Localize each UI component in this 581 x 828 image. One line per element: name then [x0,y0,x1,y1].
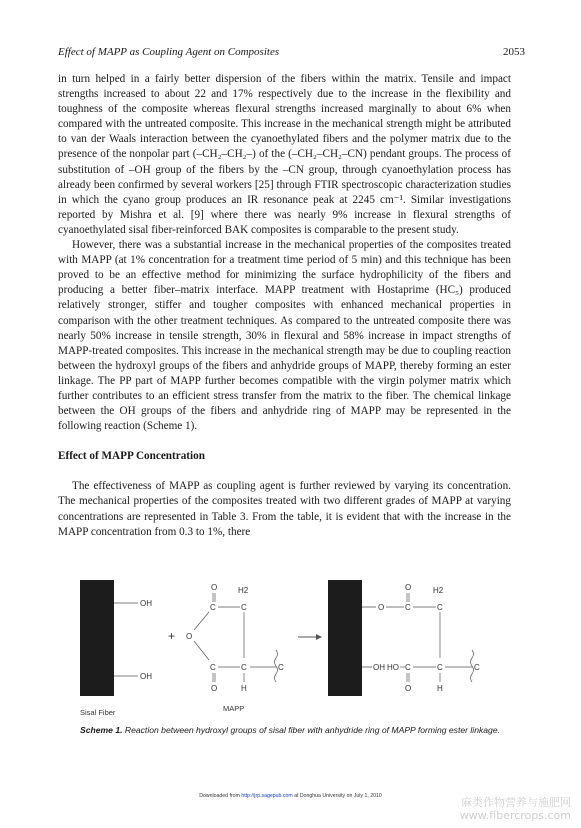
footer-prefix: Downloaded from [199,793,240,799]
plus-sign: + [168,629,176,643]
site-watermark [460,796,571,822]
section-heading: Effect of MAPP Concentration [58,450,205,463]
mapp-label: MAPP [223,704,245,713]
scheme-1-figure [80,578,500,728]
product-c-top-right: C [437,603,443,612]
watermark-line-1: 麻类作物营养与施肥网 [461,796,571,809]
mapp-c-top-left: C [210,603,216,612]
product-h-bottom: H [437,684,443,693]
footer-link[interactable]: http://jrp.sagepub.com [241,793,293,799]
watermark-line-2: www.fibercrops.com [459,809,571,822]
product-c-top-left: C [405,603,411,612]
mapp-c-bottom-right: C [241,663,247,672]
product-o-link: O [378,603,385,612]
product-ho-label: HO [387,663,399,672]
body-text [58,72,511,540]
paragraph-1: in turn helped in a fairly better dispersion of the fibers within the matrix. Tensile and impact strengths increased to about 22 and 17% respectively due to the increase in the flexibility and toughness of the composite whereas flexural strengths increased marginally to about 6% when compared with the untreated composite. This increase in the mechanical strength might be attributed to van der Waals interaction between the cyanoethylated fibers and the polymer matrix due to the presence of the nonpolar part (–CH₂–CH₂–) of the (–CH₂–CH₂–CN) pendant groups. The process of substitution of –OH group of the fibers by the –CN group, through cyanoethylation process has already been confirmed by several workers [25] through FTIR spectroscopic characterization studies in which the cyano group produces an IR resonance peak at 2245 cm⁻¹. Similar investigations reported by Mishra et al. [9] where there was nearly 9% increase in flexural strengths of cyanoethylated sisal fiber-reinforced BAK composites is comparable to the present study. [58,73,511,236]
mapp-h-bottom: H [241,684,247,693]
footer-suffix: at Donghua University on July 1, 2010 [294,793,382,799]
scheme-caption [70,725,510,736]
sisal-fiber-label: Sisal Fiber [80,708,116,717]
sisal-fiber-bar-right [328,580,362,696]
mapp-h2-label: H2 [238,586,249,595]
mapp-o-top: O [211,583,218,592]
page-number: 2053 [503,46,525,58]
oh-label-bottom-left: OH [140,672,152,681]
caption-text: Reaction between hydroxyl groups of sisal fiber with anhydride ring of MAPP forming ester linkage. [124,725,501,735]
product-c-bottom-right: C [437,663,443,672]
running-title: Effect of MAPP as Coupling Agent on Composites [58,46,280,58]
product-o-bottom: O [405,684,412,693]
mapp-o-bottom: O [211,684,218,693]
oh-label-top-left: OH [140,599,152,608]
product-oh-label: OH [373,663,385,672]
mapp-c-end: C [278,663,284,672]
caption-label: Scheme 1. [79,725,123,735]
product-c-end: C [474,663,480,672]
product-o-top: O [405,583,412,592]
mapp-c-top-right: C [241,603,247,612]
product-h2-label: H2 [433,586,444,595]
paragraph-2: However, there was a substantial increase in the mechanical properties of the composites treated with MAPP (at 1% concentration for a treatment time period of 5 min) and this technique has been proved to be an effective method for minimizing the surface hydrophilicity of the fibers and producing a better fiber–matrix interface. MAPP treatment with Hostaprime (HC₅) produced relatively stronger, stiffer and tougher composites with enhanced mechanical properties in comparison with the other treatment techniques. As compared to the untreated composite there was nearly 50% increase in tensile strength, 30% in flexural and 58% increase in impact strengths of MAPP-treated composites. This increase in the mechanical strength may be due to coupling reaction between the hydroxyl groups of the fibers and anhydride groups of MAPP, thereby forming an ester linkage. The PP part of MAPP further becomes compatible with the virgin polymer matrix which further contributes to an efficient stress transfer from the matrix to the fiber. The chemical linkage between the OH groups of the fibers and anhydride ring of MAPP may be represented in the following reaction (Scheme 1). [58,239,511,433]
sisal-fiber-bar-left [80,580,114,696]
product-c-bottom-left: C [405,663,411,672]
paragraph-3: The effectiveness of MAPP as coupling agent is further reviewed by varying its concentration. The mechanical properties of the composites treated with two different grades of MAPP at varying concentrations are represented in Table 3. From the table, it is evident that with the increase in the MAPP concentration from 0.3 to 1%, there [58,480,511,538]
mapp-c-bottom-left: C [210,663,216,672]
reaction-arrow [316,634,322,640]
mapp-o-ring: O [186,632,193,641]
